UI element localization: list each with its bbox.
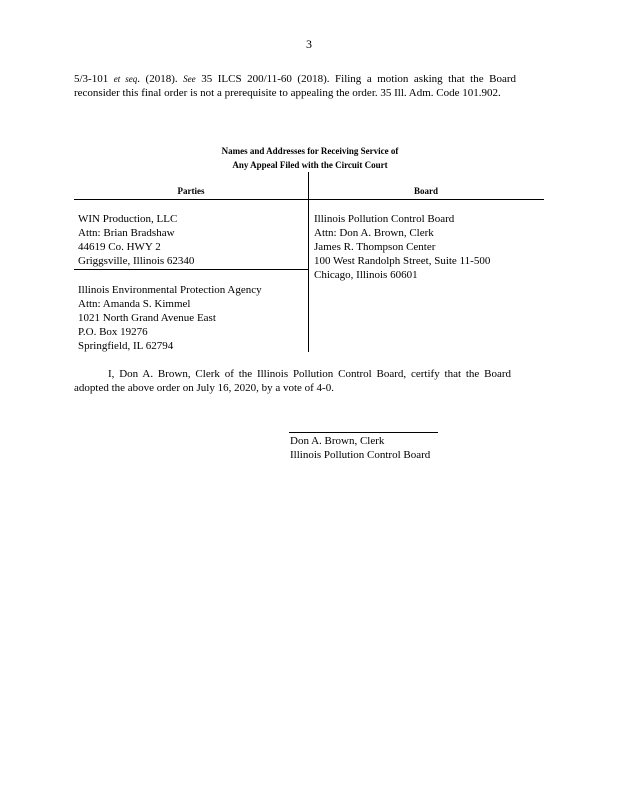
service-heading <box>150 144 470 172</box>
party-address-iepa <box>78 283 262 353</box>
see-signal: See <box>183 74 196 84</box>
address-line: Illinois Pollution Control Board <box>314 213 455 225</box>
address-line: Attn: Don A. Brown, Clerk <box>314 227 434 239</box>
board-header: Board <box>413 186 438 196</box>
address-line: 100 West Randolph Street, Suite 11-500 <box>314 255 491 267</box>
address-line: P.O. Box 19276 <box>78 326 148 338</box>
address-line: Attn: Amanda S. Kimmel <box>78 298 191 310</box>
statute-citation: 5/3-101 <box>74 73 109 85</box>
address-line: 1021 North Grand Avenue East <box>78 312 216 324</box>
citation-year: . (2018). <box>137 73 178 85</box>
service-heading-line2: Any Appeal Filed with the Circuit Court <box>232 160 388 170</box>
signature-block <box>290 434 430 462</box>
address-line: James R. Thompson Center <box>314 241 436 253</box>
certification-paragraph <box>74 367 511 395</box>
certification-text: I, Don A. Brown, Clerk of the Illinois Pollution Control Board, certify that the Board adopted the above order on July 16, 2020, by a vote of 4-0. <box>74 368 511 394</box>
signature-name: Don A. Brown, Clerk <box>290 435 385 447</box>
appeal-text: 35 ILCS 200/11-60 (2018). Filing a motion asking that the Board reconsider this final order is not a prerequisite to appealing the order. 35 Ill. Adm. Code 101.902. <box>74 73 517 99</box>
address-line: WIN Production, LLC <box>78 213 178 225</box>
et-seq-italic: et seq <box>113 74 138 84</box>
board-address <box>314 212 490 282</box>
parties-header: Parties <box>177 186 205 196</box>
appeal-paragraph <box>74 72 516 100</box>
address-line: Springfield, IL 62794 <box>78 340 174 352</box>
parties-divider <box>74 269 308 270</box>
address-line: Griggsville, Illinois 62340 <box>78 255 195 267</box>
party-address-win <box>78 212 194 268</box>
table-top-rule <box>74 199 544 200</box>
service-heading-line1: Names and Addresses for Receiving Service of <box>221 146 399 156</box>
column-divider <box>308 172 309 352</box>
address-line: 44619 Co. HWY 2 <box>78 241 161 253</box>
address-line: Attn: Brian Bradshaw <box>78 227 175 239</box>
signature-org: Illinois Pollution Control Board <box>290 449 431 461</box>
signature-line <box>289 432 438 433</box>
address-line: Illinois Environmental Protection Agency <box>78 284 262 296</box>
address-line: Chicago, Illinois 60601 <box>314 269 418 281</box>
page-number: 3 <box>306 37 312 51</box>
